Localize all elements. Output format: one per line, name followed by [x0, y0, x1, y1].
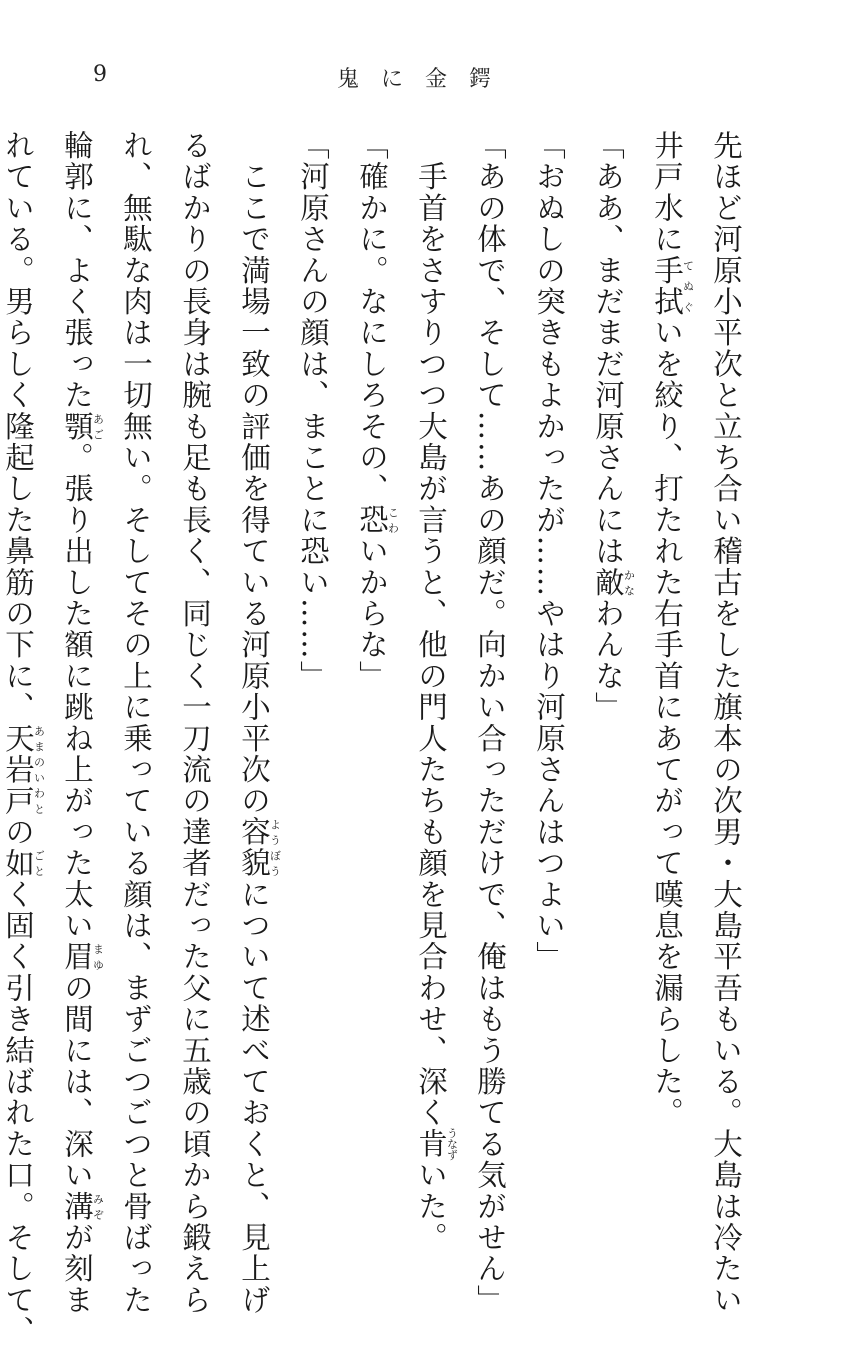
text-segment: いた。 — [414, 1159, 448, 1254]
ruby-word — [414, 1127, 459, 1161]
text-line — [342, 130, 401, 1115]
ruby-base: 如 — [1, 847, 35, 879]
text-segment: 。張り出した額に跳ね上がった太い — [60, 442, 94, 942]
text-segment: 先ほど河原小平次と立ち合い稽古をした旗本の次男・大島平吾もいる。大島は冷たい — [709, 130, 743, 1316]
text-line — [224, 130, 283, 1316]
ruby-word — [60, 941, 105, 973]
text-segment: 「確かに。なにしろその、 — [355, 130, 389, 505]
furigana: かな — [622, 566, 636, 599]
text-segment: の間には、深い — [60, 972, 94, 1191]
ruby-base: 顎 — [60, 410, 94, 443]
ruby-base: 恐 — [355, 504, 389, 536]
text-segment: 「あの体で、そして……あの顔だ。向かい合っただけで、俺はもう勝てる気がせん」 — [473, 130, 507, 1316]
ruby-word — [60, 1190, 105, 1223]
ruby-word — [591, 566, 636, 599]
ruby-base: 敵 — [591, 566, 625, 599]
furigana: ようぼう — [268, 816, 282, 879]
text-line — [165, 130, 224, 1316]
furigana: てぬぐ — [681, 254, 695, 318]
text-segment: く固く引き結ばれた口。そして、 — [1, 878, 35, 1347]
ruby-word — [1, 722, 46, 817]
text-segment: 「おぬしの突きもよかったが……やはり河原さんはつよい」 — [532, 130, 566, 973]
ruby-base: 眉 — [60, 941, 94, 973]
text-segment: れている。男らしく隆起した鼻筋の下に、 — [1, 130, 35, 723]
text-line — [519, 130, 578, 1115]
text-segment: 輪郭に、よく張った — [60, 130, 94, 411]
text-segment: れ、無駄な肉は一切無い。そしてその上に乗っている顔は、まずごつごつと骨ばった — [119, 130, 153, 1316]
ruby-base: 手拭 — [650, 254, 684, 318]
ruby-word — [1, 847, 46, 879]
furigana: あご — [91, 410, 105, 443]
text-segment: るばかりの長身は腕も足も長く、同じく一刀流の達者だった父に五歳の頃から鍛えら — [178, 130, 212, 1316]
furigana: こわ — [386, 504, 400, 536]
text-segment: が刻ま — [60, 1222, 94, 1316]
text-segment: ここで満場一致の評価を得ている河原小平次の — [237, 130, 271, 817]
text-segment: いを絞り、打たれた右手首にあてがって嘆息を漏らした。 — [650, 317, 684, 1129]
text-line — [106, 130, 165, 1316]
text-line — [283, 130, 342, 1115]
text-segment: 「河原さんの顔は、まことに恐い……」 — [296, 130, 330, 692]
text-segment: について述べておくと、見上げ — [237, 878, 271, 1316]
ruby-base: 天岩戸 — [1, 722, 35, 817]
text-line — [637, 130, 696, 1129]
text-segment: 「ああ、まだまだ河原さんには — [591, 130, 625, 567]
text-line — [460, 130, 519, 1316]
furigana: あまのいわと — [32, 722, 46, 817]
furigana: みぞ — [91, 1190, 105, 1223]
furigana: ごと — [32, 847, 46, 879]
text-segment: の — [1, 816, 35, 848]
text-line — [0, 130, 47, 1347]
text-segment: 井戸水に — [650, 130, 684, 255]
page-number: 9 — [93, 62, 107, 87]
text-segment: わんな」 — [591, 598, 625, 723]
furigana: まゆ — [91, 941, 105, 973]
ruby-word — [355, 504, 400, 536]
running-title: 鬼に金鍔 — [336, 67, 513, 92]
ruby-word — [237, 816, 282, 879]
text-line — [696, 130, 755, 1316]
text-line — [401, 130, 460, 1254]
ruby-word — [60, 410, 105, 443]
ruby-word — [650, 254, 695, 318]
ruby-base: 溝 — [60, 1190, 94, 1223]
ruby-base: 容貌 — [237, 816, 271, 879]
furigana: うなず — [445, 1127, 459, 1161]
ruby-base: 肯 — [414, 1127, 448, 1161]
text-line — [47, 130, 106, 1316]
text-segment: 手首をさすりつつ大島が言うと、他の門人たちも顔を見合わせ、深く — [414, 130, 448, 1129]
text-segment: いからな」 — [355, 535, 389, 692]
vertical-body-text — [1, 130, 755, 1347]
text-line — [578, 130, 637, 1115]
